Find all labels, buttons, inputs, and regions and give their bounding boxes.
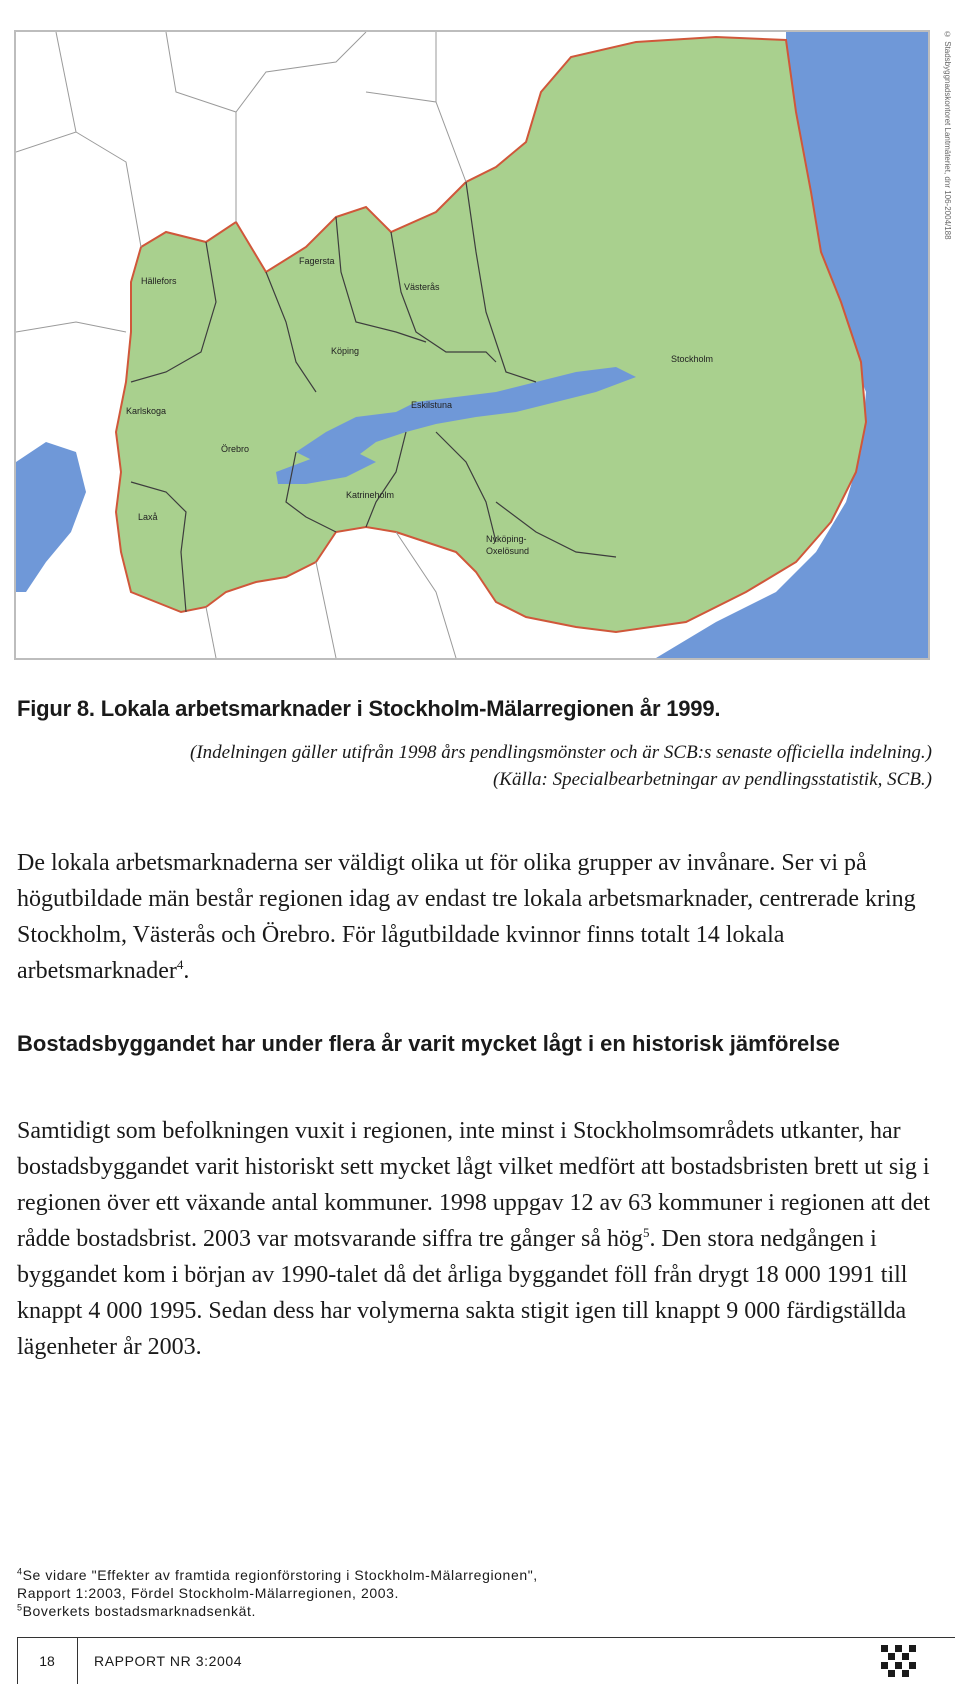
figure-title: Figur 8. Lokala arbetsmarknader i Stockholm-Mälarregionen år 1999. (17, 696, 721, 721)
map-label-koping: Köping (331, 346, 360, 356)
footnote-ref-4[interactable]: 4 (176, 957, 184, 972)
map-label-stockholm: Stockholm (671, 354, 714, 364)
map-label-katrineholm: Katrineholm (346, 490, 395, 500)
footnotes (17, 1566, 917, 1620)
map-copyright: © Stadsbyggnadskontoret Lantmäteriet, dnr 106-2004/188 (943, 30, 952, 240)
page-number: 18 (39, 1653, 55, 1669)
dot-pattern-logo-icon (881, 1645, 917, 1677)
report-name: RAPPORT NR 3:2004 (94, 1653, 243, 1669)
map-label-eskilstuna: Eskilstuna (411, 400, 453, 410)
paragraph-2-text-b: . Den stora nedgången i byggandet kom i början av 1990-talet då det årliga byggandet föll från drygt 18 000 1991 till knappt 4 000 1995. Sedan dess har volymerna sakta stigit igen till knappt 9 000 färdigställda lägenheter år 2003. (17, 1226, 908, 1360)
map-label-nykoping: Nyköping- (486, 534, 527, 544)
footnote-5-number: 5 (17, 1602, 23, 1613)
map-label-fagersta: Fagersta (299, 256, 335, 266)
map-label-vasteras: Västerås (404, 282, 440, 292)
paragraph-2-text-a: Samtidigt som befolkningen vuxit i regionen, inte minst i Stockholmsområdets utkanter, har bostadsbyggandet varit historiskt sett mycket lågt vilket medfört att bostadsbristen brett ut sig i regionen över ett växande antal kommuner. 1998 uppgav 12 av 63 kommuner i regionen att det rådde bostadsbrist. 2003 var motsvarande siffra tre gånger så hög (17, 1118, 931, 1252)
section-heading: Bostadsbyggandet har under flera år varit mycket lågt i en historisk jämförelse (17, 1031, 840, 1056)
map-label-laxa: Laxå (138, 512, 158, 522)
map-label-karlskoga: Karlskoga (126, 406, 167, 416)
footnote-4-line2: Rapport 1:2003, Fördel Stockholm-Mälarregionen, 2003. (17, 1585, 399, 1601)
paragraph-1-end: . (183, 958, 190, 984)
map-svg (16, 32, 928, 658)
paragraph-2 (17, 1113, 937, 1365)
figure-caption: (Indelningen gäller utifrån 1998 års pendlingsmönster och är SCB:s senaste officiella indelning.) (Källa: Specialbearbetningar av pendlingsstatistik, SCB.) (190, 742, 932, 790)
footnote-5 (17, 1602, 917, 1620)
paragraph-1 (17, 845, 937, 989)
page-footer (17, 1637, 955, 1684)
map-label-hallefors: Hällefors (141, 276, 177, 286)
paragraph-1-text: De lokala arbetsmarknaderna ser väldigt olika ut för olika grupper av invånare. Ser vi på högutbildade män består regionen idag av endast tre lokala arbetsmarknader, centrerade kring Stockholm, Västerås och Örebro. För lågutbildade kvinnor finns totalt 14 lokala arbetsmarknader (17, 850, 916, 984)
footnote-4-number: 4 (17, 1566, 23, 1577)
footnote-ref-5[interactable]: 5 (643, 1225, 650, 1240)
footnote-5-line1: Boverkets bostadsmarknadsenkät. (22, 1603, 256, 1619)
map-label-orebro: Örebro (221, 444, 250, 454)
map-label-oxelosund: Oxelösund (486, 546, 530, 556)
footnote-4-line1: Se vidare "Effekter av framtida regionförstoring i Stockholm-Mälarregionen", (22, 1567, 538, 1583)
footer-separator (77, 1638, 78, 1684)
region-map (14, 30, 930, 660)
footnote-4 (17, 1566, 917, 1584)
